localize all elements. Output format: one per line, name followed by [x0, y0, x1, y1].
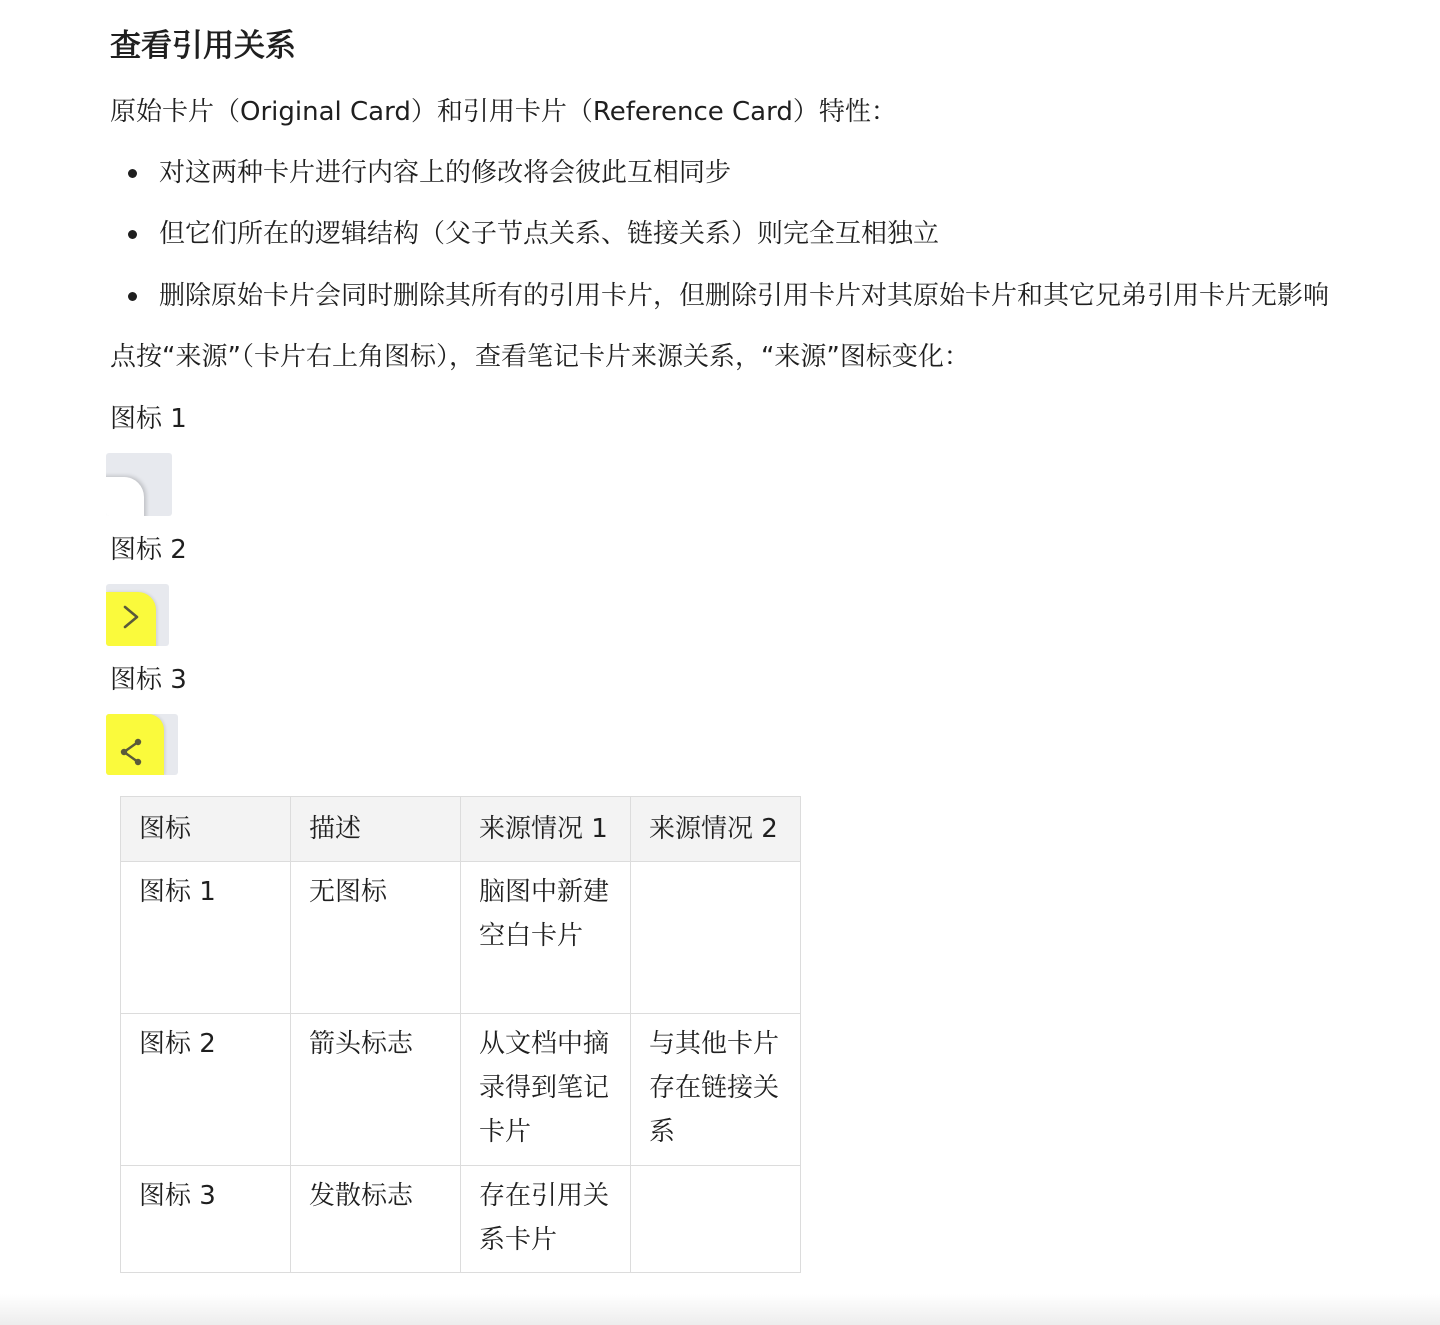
icon-1-label: 图标 1	[110, 404, 187, 434]
table-cell	[631, 1166, 801, 1273]
table-header-cell: 描述	[291, 797, 461, 862]
table-cell: 箭头标志	[291, 1014, 461, 1166]
table-header-cell: 来源情况 1	[461, 797, 631, 862]
table-cell: 与其他卡片存在链接关系	[631, 1014, 801, 1166]
section-title: 查看引用关系	[110, 28, 296, 64]
list-item-text: 删除原始卡片会同时删除其所有的引用卡片，但删除引用卡片对其原始卡片和其它兄弟引用卡片无影响	[159, 281, 1330, 311]
table-cell: 脑图中新建空白卡片	[461, 862, 631, 1014]
table-cell	[631, 862, 801, 1014]
table-row	[121, 1014, 801, 1166]
intro-paragraph: 原始卡片（Original Card）和引用卡片（Reference Card）特性：	[110, 97, 897, 127]
list-item-text: 对这两种卡片进行内容上的修改将会彼此互相同步	[159, 158, 732, 188]
table-cell: 发散标志	[291, 1166, 461, 1273]
blank-card-corner-icon	[106, 453, 172, 516]
bullet-icon	[128, 169, 137, 178]
bullet-icon	[128, 230, 137, 239]
table-header-cell: 来源情况 2	[631, 797, 801, 862]
table-cell: 图标 1	[121, 862, 291, 1014]
table-cell: 图标 3	[121, 1166, 291, 1273]
bullet-icon	[128, 292, 137, 301]
table-row	[121, 862, 801, 1014]
icon-source-table	[120, 796, 801, 1273]
icon-3-label: 图标 3	[110, 665, 187, 695]
table-cell: 从文档中摘录得到笔记卡片	[461, 1014, 631, 1166]
chevron-right-icon	[106, 584, 169, 646]
table-header-cell: 图标	[121, 797, 291, 862]
table-row	[121, 1166, 801, 1273]
source-note-paragraph: 点按“来源”（卡片右上角图标），查看笔记卡片来源关系，“来源”图标变化：	[110, 342, 970, 372]
table-header-row	[121, 797, 801, 862]
bottom-fade-bar	[0, 1294, 1440, 1325]
share-branch-icon	[106, 714, 178, 775]
icon-2-label: 图标 2	[110, 535, 187, 565]
table-cell: 无图标	[291, 862, 461, 1014]
table-cell: 图标 2	[121, 1014, 291, 1166]
table-cell: 存在引用关系卡片	[461, 1166, 631, 1273]
list-item-text: 但它们所在的逻辑结构（父子节点关系、链接关系）则完全互相独立	[159, 219, 940, 249]
